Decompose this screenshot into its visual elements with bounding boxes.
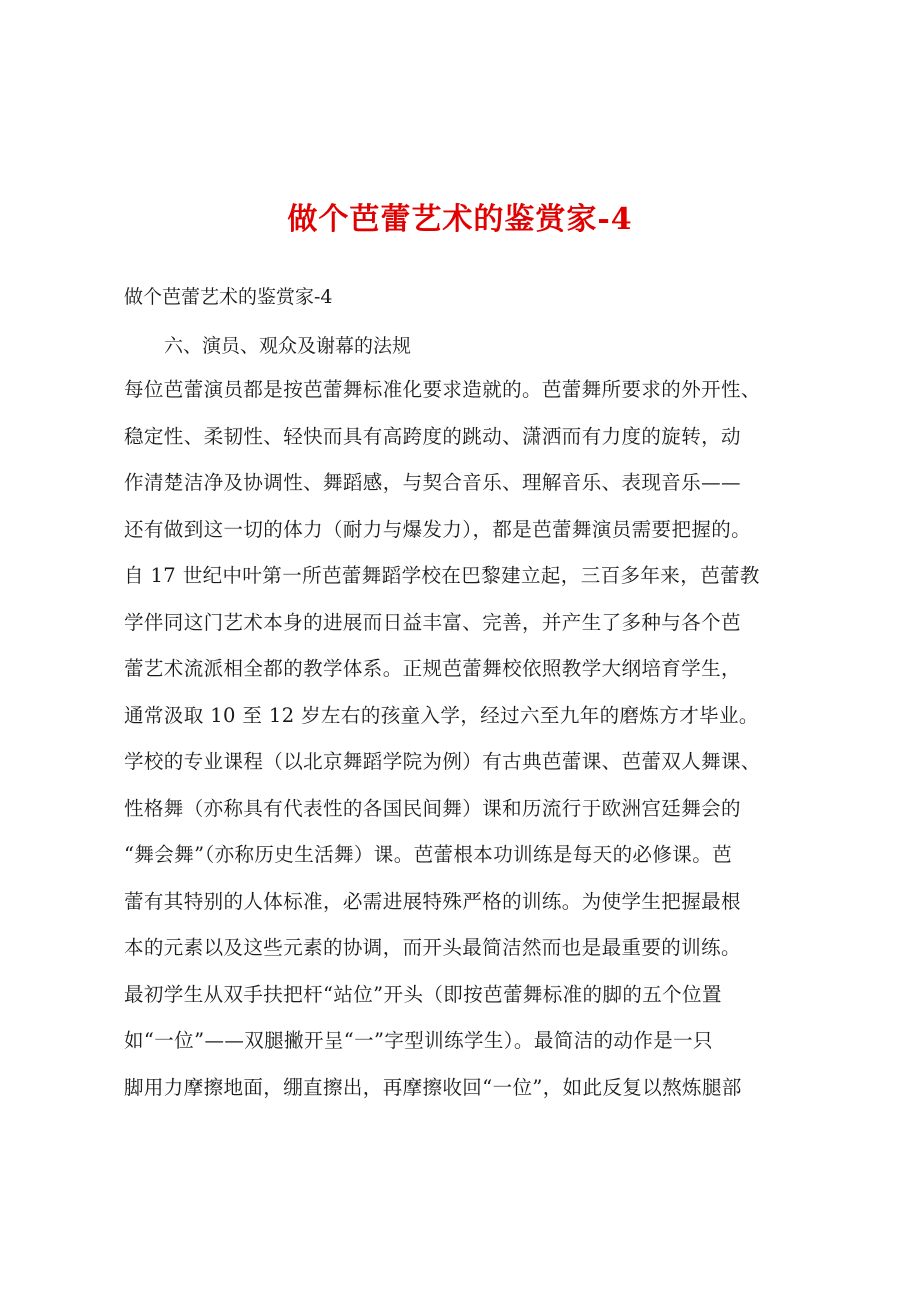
body-line: 还有做到这一切的体力（耐力与爆发力），都是芭蕾舞演员需要把握的。 <box>124 517 752 541</box>
body-line: 蕾有其特别的人体标准，必需进展特殊严格的训练。为使学生把握最根 <box>124 889 741 913</box>
body-line: 蕾艺术流派相全都的教学体系。正规芭蕾舞校依照教学大纲培育学生， <box>124 657 741 680</box>
body-line: 通常汲取 10 至 12 岁左右的孩童入学，经过六至九年的磨炼方才毕业。 <box>124 703 759 727</box>
body-line: 如“一位”——双腿撇开呈“一”字型训练学生）。最简洁的动作是一只 <box>124 1029 713 1052</box>
section-heading: 六、演员、观众及谢幕的法规 <box>164 335 412 357</box>
body-line: 自 17 世纪中叶第一所芭蕾舞蹈学校在巴黎建立起，三百多年来，芭蕾教 <box>124 564 760 587</box>
body-line: 稳定性、柔韧性、轻快而具有高跨度的跳动、潇洒而有力度的旋转，动 <box>124 424 741 448</box>
body-line: 学校的专业课程（以北京舞蹈学院为例）有古典芭蕾课、芭蕾双人舞课、 <box>124 750 761 773</box>
body-line: 本的元素以及这些元素的协调，而开头最简洁然而也是最重要的训练。 <box>124 936 741 959</box>
body-text <box>124 373 814 1117</box>
body-line: 学伴同这门艺术本身的进展而日益丰富、完善，并产生了多种与各个芭 <box>124 610 741 634</box>
body-line: 每位芭蕾演员都是按芭蕾舞标准化要求造就的。芭蕾舞所要求的外开性、 <box>124 378 761 401</box>
body-line: “舞会舞”（亦称历史生活舞）课。芭蕾根本功训练是每天的必修课。芭 <box>124 843 732 866</box>
body-line: 最初学生从双手扶把杆“站位”开头（即按芭蕾舞标准的脚的五个位置 <box>124 982 722 1006</box>
body-line: 作清楚洁净及协调性、舞蹈感，与契合音乐、理解音乐、表现音乐—— <box>124 471 741 494</box>
document-subtitle: 做个芭蕾艺术的鉴赏家-4 <box>124 286 333 308</box>
document-title: 做个芭蕾艺术的鉴赏家-4 <box>287 202 633 237</box>
body-line: 性格舞（亦称具有代表性的各国民间舞）课和历流行于欧洲宫廷舞会的 <box>124 796 741 820</box>
body-line: 脚用力摩擦地面，绷直擦出，再摩擦收回“一位”，如此反复以熬炼腿部 <box>124 1075 742 1099</box>
